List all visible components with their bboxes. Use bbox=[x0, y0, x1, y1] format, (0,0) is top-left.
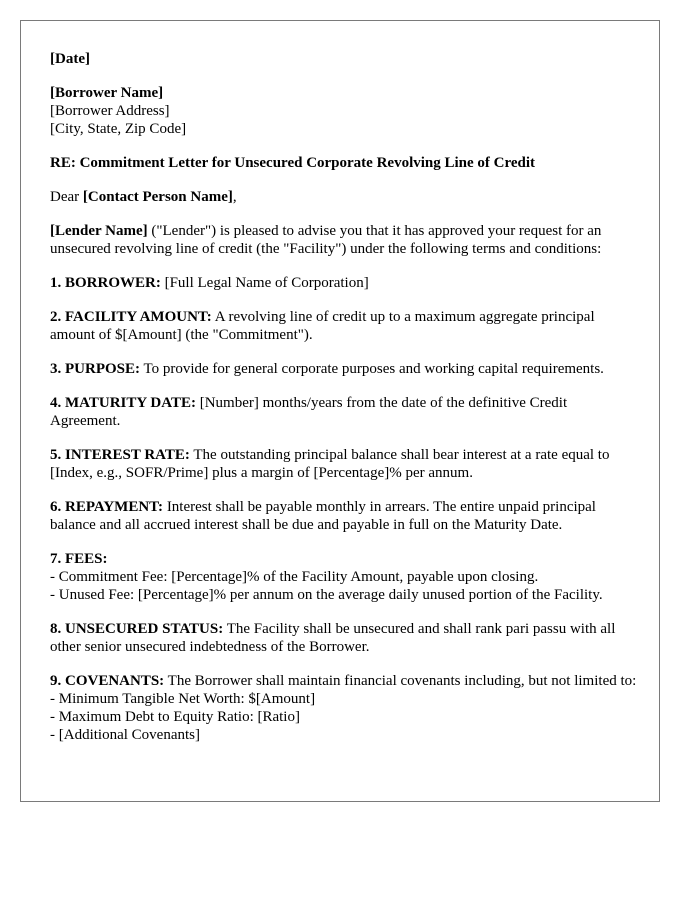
section-heading: 5. INTEREST RATE: bbox=[50, 447, 190, 463]
salutation-suffix: , bbox=[232, 189, 237, 205]
section-heading: 8. UNSECURED STATUS: bbox=[50, 621, 224, 637]
fee-item-commitment: - Commitment Fee: [Percentage]% of the Facility Amount, payable upon closing. bbox=[50, 569, 539, 585]
section-borrower bbox=[50, 274, 640, 292]
section-text: To provide for general corporate purposes and working capital requirements. bbox=[140, 361, 604, 377]
section-facility-amount bbox=[50, 308, 640, 344]
section-text: The outstanding principal balance shall bear interest at a rate equal to [Index, e.g., SOFR/Prime] plus a margin of [Percentage]% per annum. bbox=[50, 447, 610, 481]
contact-person-name: [Contact Person Name] bbox=[82, 189, 233, 205]
section-heading: 7. FEES: bbox=[50, 551, 108, 567]
city-state-zip: [City, State, Zip Code] bbox=[50, 121, 187, 137]
salutation-prefix: Dear bbox=[50, 189, 83, 205]
covenant-item-debt-equity: - Maximum Debt to Equity Ratio: [Ratio] bbox=[50, 709, 300, 725]
section-covenants bbox=[50, 672, 640, 744]
section-heading: 9. COVENANTS: bbox=[50, 673, 165, 689]
date-block bbox=[50, 50, 640, 68]
section-text: [Number] months/years from the date of the definitive Credit Agreement. bbox=[50, 395, 568, 429]
section-heading: 1. BORROWER: bbox=[50, 275, 161, 291]
section-text: Interest shall be payable monthly in arrears. The entire unpaid principal balance and all accrued interest shall be due and payable in full on the Maturity Date. bbox=[50, 499, 596, 533]
letter-page bbox=[20, 20, 660, 802]
covenants-intro bbox=[50, 672, 640, 690]
section-repayment bbox=[50, 498, 640, 534]
borrower-address: [Borrower Address] bbox=[50, 103, 170, 119]
section-text: A revolving line of credit up to a maximum aggregate principal amount of $[Amount] (the "Commitment"). bbox=[50, 309, 595, 343]
section-purpose bbox=[50, 360, 640, 378]
section-interest-rate bbox=[50, 446, 640, 482]
section-heading: 6. REPAYMENT: bbox=[50, 499, 164, 515]
subject-line bbox=[50, 154, 640, 172]
letter-body bbox=[50, 50, 640, 760]
section-maturity-date bbox=[50, 394, 640, 430]
section-heading: 3. PURPOSE: bbox=[50, 361, 140, 377]
intro-text: ("Lender") is pleased to advise you that it has approved your request for an unsecured revolving line of credit (the "Facility") under the following terms and conditions: bbox=[50, 223, 602, 257]
borrower-name: [Borrower Name] bbox=[50, 85, 164, 101]
intro-paragraph bbox=[50, 222, 640, 258]
section-text: The Borrower shall maintain financial covenants including, but not limited to: bbox=[164, 673, 637, 689]
section-heading: 4. MATURITY DATE: bbox=[50, 395, 196, 411]
covenant-item-additional: - [Additional Covenants] bbox=[50, 727, 200, 743]
section-fees bbox=[50, 550, 640, 604]
fee-item-unused: - Unused Fee: [Percentage]% per annum on the average daily unused portion of the Facility. bbox=[50, 587, 603, 603]
covenant-item-net-worth: - Minimum Tangible Net Worth: $[Amount] bbox=[50, 691, 316, 707]
lender-name: [Lender Name] bbox=[50, 223, 148, 239]
section-unsecured-status bbox=[50, 620, 640, 656]
letter-date: [Date] bbox=[50, 51, 90, 67]
salutation bbox=[50, 188, 640, 206]
section-text: The Facility shall be unsecured and shall rank pari passu with all other senior unsecured indebtedness of the Borrower. bbox=[50, 621, 616, 655]
borrower-address-block bbox=[50, 84, 640, 138]
subject-text: RE: Commitment Letter for Unsecured Corporate Revolving Line of Credit bbox=[50, 155, 536, 171]
section-heading: 2. FACILITY AMOUNT: bbox=[50, 309, 212, 325]
section-text: [Full Legal Name of Corporation] bbox=[160, 275, 369, 291]
